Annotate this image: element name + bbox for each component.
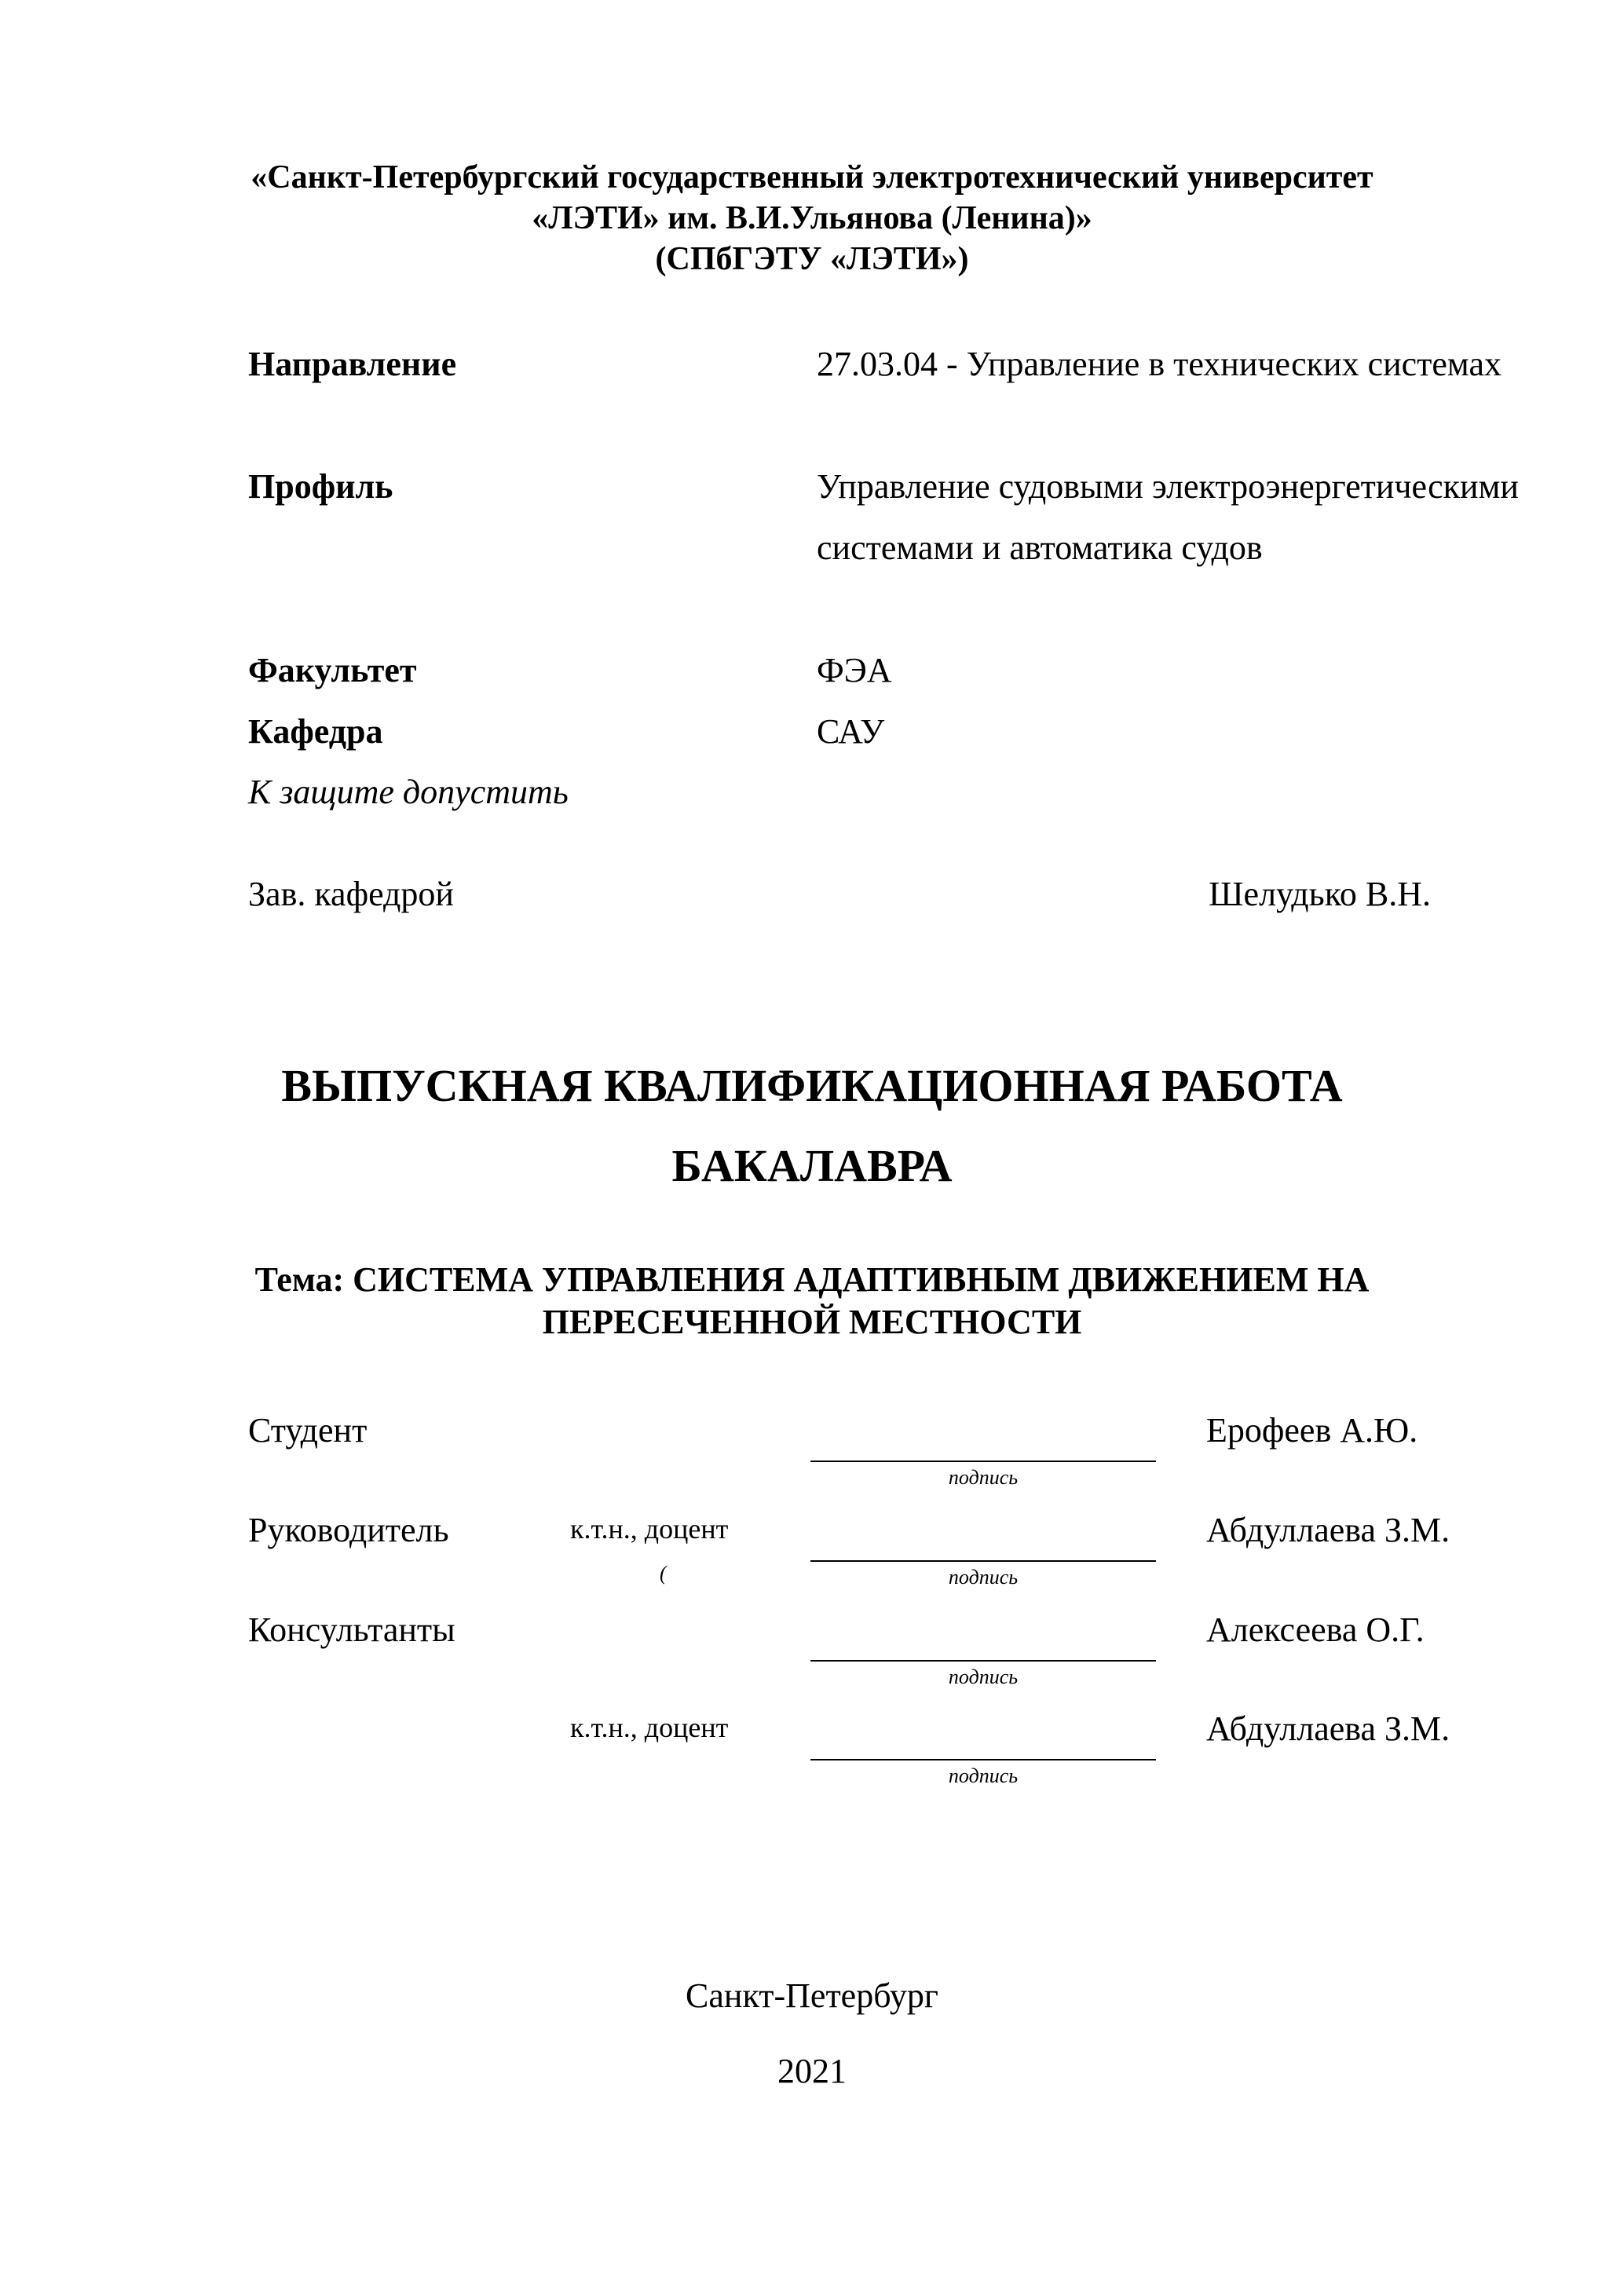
signature-role-consultants: Консультанты	[248, 1610, 455, 1649]
department-value: САУ	[817, 712, 885, 751]
profile-value: Управление судовыми электроэнергетическими системами и автоматика судов	[817, 467, 1519, 567]
admit-to-defense-text: К защите допустить	[248, 773, 569, 811]
signature-name-consultant-1: Алексеева О.Г.	[1206, 1610, 1425, 1649]
signature-role-supervisor: Руководитель	[248, 1511, 449, 1549]
footer-year: 2021	[777, 2052, 847, 2090]
university-name-line-2: «ЛЭТИ» им. В.И.Ульянова (Ленина)»	[532, 200, 1092, 236]
signature-name-student: Ерофеев А.Ю.	[1206, 1411, 1418, 1450]
signature-line-consultant-2	[810, 1759, 1156, 1760]
faculty-label: Факультет	[248, 651, 417, 689]
department-label: Кафедра	[248, 712, 383, 751]
signature-line-consultant-1	[810, 1660, 1156, 1662]
faculty-value: ФЭА	[817, 651, 892, 689]
signature-degree-consultant-2: к.т.н., доцент	[570, 1712, 729, 1743]
direction-label: Направление	[248, 345, 457, 383]
signature-caption-student: подпись	[948, 1466, 1019, 1489]
signature-role-student: Студент	[248, 1411, 368, 1450]
signature-line-student	[810, 1461, 1156, 1462]
head-of-department-label: Зав. кафедрой	[248, 875, 454, 913]
head-of-department-name: Шелудько В.Н.	[1209, 875, 1431, 913]
signature-caption-supervisor: подпись	[948, 1566, 1019, 1589]
profile-label: Профиль	[248, 467, 393, 506]
work-title-line-2: БАКАЛАВРА	[671, 1140, 953, 1191]
signature-caption-consultant-2: подпись	[948, 1764, 1019, 1787]
signature-name-consultant-2: Абдуллаева З.М.	[1206, 1709, 1450, 1748]
theme-line-2: ПЕРЕСЕЧЕННОЙ МЕСТНОСТИ	[542, 1303, 1082, 1341]
signature-line-supervisor	[810, 1560, 1156, 1562]
footer-city: Санкт-Петербург	[686, 1976, 938, 2015]
theme-line-1: Тема: СИСТЕМА УПРАВЛЕНИЯ АДАПТИВНЫМ ДВИЖЕНИЕМ НА	[254, 1260, 1370, 1299]
direction-value: 27.03.04 - Управление в технических системах	[817, 345, 1502, 383]
signature-degree-supervisor: к.т.н., доцент	[570, 1513, 729, 1545]
signature-name-supervisor: Абдуллаева З.М.	[1206, 1511, 1450, 1549]
stray-parenthesis: (	[660, 1562, 667, 1585]
university-abbreviation: (СПбГЭТУ «ЛЭТИ»)	[655, 241, 969, 277]
university-name-line-1: «Санкт-Петербургский государственный электротехнический университет	[251, 159, 1373, 196]
work-title-line-1: ВЫПУСКНАЯ КВАЛИФИКАЦИОННАЯ РАБОТА	[281, 1060, 1343, 1111]
signature-caption-consultant-1: подпись	[948, 1665, 1019, 1688]
